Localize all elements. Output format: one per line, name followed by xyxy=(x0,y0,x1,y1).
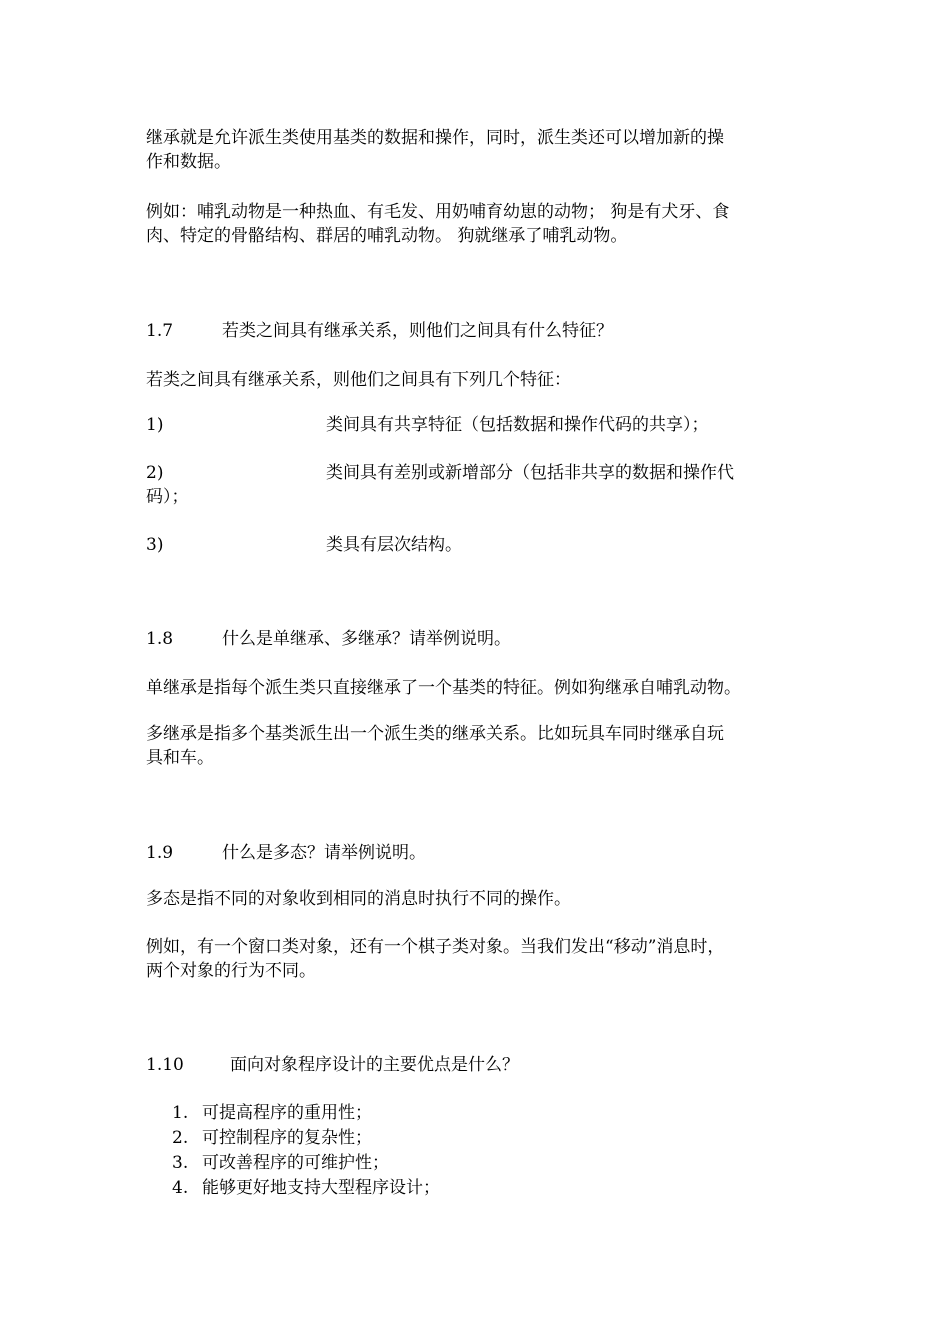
question-title: 面向对象程序设计的主要优点是什么？ xyxy=(230,1055,519,1075)
list-number: 4. xyxy=(172,1178,189,1198)
list-number: 2. xyxy=(172,1128,189,1148)
list-item-text: 可提高程序的重用性； xyxy=(202,1103,372,1123)
list-marker: 3) xyxy=(146,535,164,555)
intro-paragraph-2-line-1: 例如：哺乳动物是一种热血、有毛发、用奶哺育幼崽的动物； 狗是有犬牙、食 xyxy=(146,202,730,222)
answer-text: 具和车。 xyxy=(146,748,214,768)
intro-paragraph-1-line-1: 继承就是允许派生类使用基类的数据和操作，同时，派生类还可以增加新的操 xyxy=(146,128,724,148)
list-item-text: 可控制程序的复杂性； xyxy=(202,1128,372,1148)
list-item-text: 类具有层次结构。 xyxy=(326,535,462,555)
answer-text: 若类之间具有继承关系，则他们之间具有下列几个特征： xyxy=(146,370,571,390)
answer-text: 多态是指不同的对象收到相同的消息时执行不同的操作。 xyxy=(146,889,571,909)
intro-paragraph-2-line-2: 肉、特定的骨骼结构、群居的哺乳动物。 狗就继承了哺乳动物。 xyxy=(146,226,628,246)
list-item-text-continued: 码）； xyxy=(146,487,189,507)
question-number: 1.7 xyxy=(146,321,174,341)
question-number: 1.10 xyxy=(146,1055,184,1075)
list-item-text: 类间具有共享特征（包括数据和操作代码的共享）； xyxy=(326,415,709,435)
intro-paragraph-1-line-2: 作和数据。 xyxy=(146,152,231,172)
question-number: 1.9 xyxy=(146,843,174,863)
question-title: 若类之间具有继承关系，则他们之间具有什么特征？ xyxy=(222,321,613,341)
question-number: 1.8 xyxy=(146,629,174,649)
list-item-text: 能够更好地支持大型程序设计； xyxy=(202,1178,440,1198)
question-title: 什么是单继承、多继承？请举例说明。 xyxy=(222,629,511,649)
answer-text: 多继承是指多个基类派生出一个派生类的继承关系。比如玩具车同时继承自玩 xyxy=(146,724,724,744)
answer-text: 两个对象的行为不同。 xyxy=(146,961,316,981)
list-item-text: 可改善程序的可维护性； xyxy=(202,1153,389,1173)
list-marker: 1) xyxy=(146,415,164,435)
answer-text: 例如，有一个窗口类对象，还有一个棋子类对象。当我们发出“移动”消息时， xyxy=(146,937,725,957)
list-number: 3. xyxy=(172,1153,189,1173)
answer-text: 单继承是指每个派生类只直接继承了一个基类的特征。例如狗继承自哺乳动物。 xyxy=(146,678,741,698)
list-item-text: 类间具有差别或新增部分（包括非共享的数据和操作代 xyxy=(326,463,734,483)
list-number: 1. xyxy=(172,1103,189,1123)
list-marker: 2) xyxy=(146,463,164,483)
question-title: 什么是多态？请举例说明。 xyxy=(222,843,426,863)
